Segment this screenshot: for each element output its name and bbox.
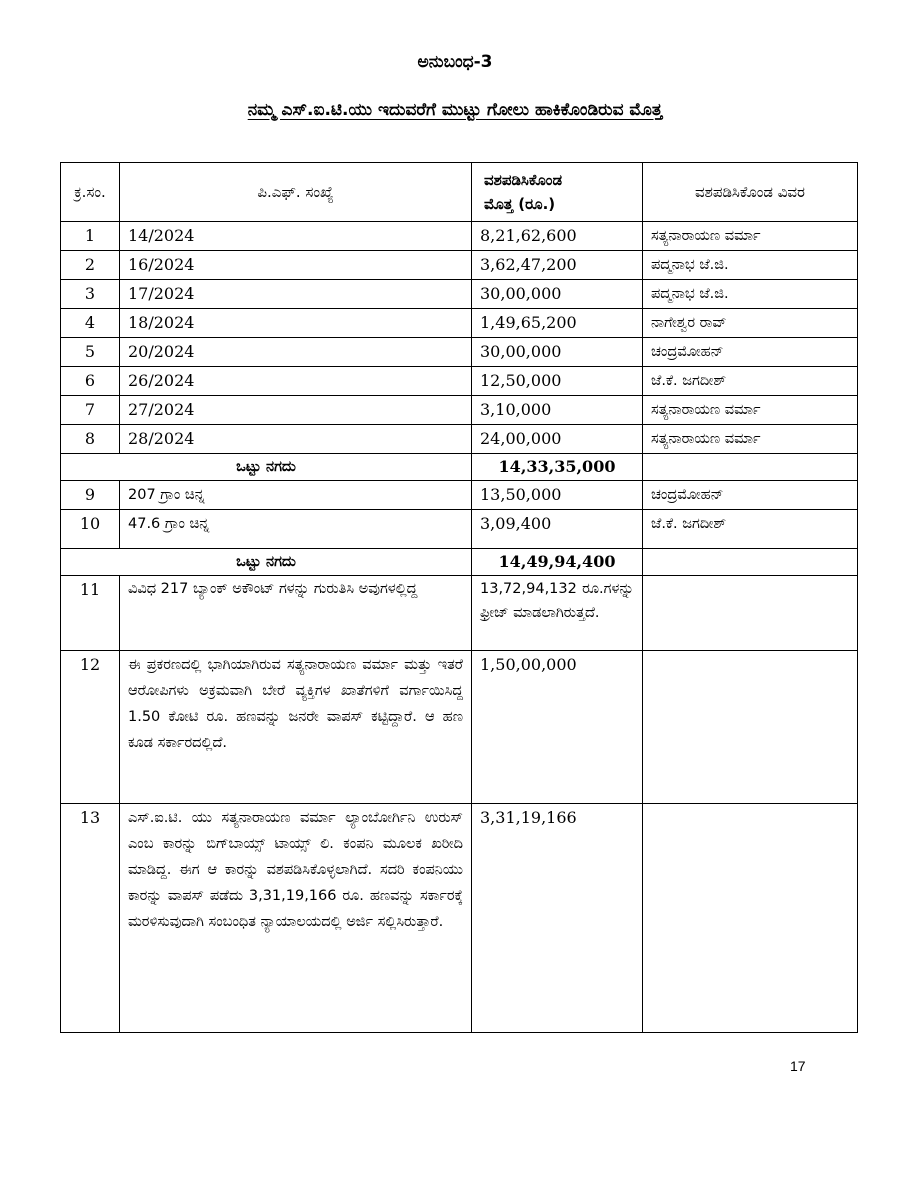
cell-serial: 3 [61, 280, 120, 309]
cell-serial: 5 [61, 338, 120, 367]
table-row [61, 222, 858, 251]
cell-seized-from: ನಾಗೇಶ್ವರ ರಾವ್ [643, 309, 858, 338]
cell-serial: 2 [61, 251, 120, 280]
cell-amount: 24,00,000 [472, 425, 643, 454]
col-header-amount-line2: ಮೊತ್ತ (ರೂ.) [484, 195, 556, 213]
cell-amount: 30,00,000 [472, 338, 643, 367]
table-row [61, 576, 858, 651]
total-cash-empty-cell [643, 549, 858, 576]
cell-fir-no: 17/2024 [120, 280, 472, 309]
cell-fir-no: 207 ಗ್ರಾಂ ಚಿನ್ನ [120, 481, 472, 510]
cell-serial: 7 [61, 396, 120, 425]
table-row [61, 338, 858, 367]
page-title [0, 100, 910, 120]
table-row [61, 367, 858, 396]
cell-seized-from: ಪದ್ಮನಾಭ ಜೆ.ಜಿ. [643, 251, 858, 280]
col-header-fir-no: ಪಿ.ಎಫ್. ಸಂಖ್ಯೆ [120, 163, 472, 222]
col-header-details: ವಶಪಡಿಸಿಕೊಂಡ ವಿವರ [643, 163, 858, 222]
table-row [61, 280, 858, 309]
total-cash-row [61, 549, 858, 576]
cell-amount: 3,31,19,166 [472, 804, 643, 1033]
cell-description: ಈ ಪ್ರಕರಣದಲ್ಲಿ ಭಾಗಿಯಾಗಿರುವ ಸತ್ಯನಾರಾಯಣ ವರ್ಮಾ ಮತ್ತು ಇತರೆ ಆರೋಪಿಗಳು ಅಕ್ರಮವಾಗಿ ಬೇರೆ ವ್ಯಕ್ತಿಗಳ ಖಾತೆಗಳಿಗೆ ವರ್ಗಾಯಿಸಿದ್ದ 1.50 ಕೋಟಿ ರೂ. ಹಣವನ್ನು ಜನರೇ ವಾಪಸ್ ಕಟ್ಟಿದ್ದಾರೆ. ಆ ಹಣ ಕೂಡ ಸರ್ಕಾರದಲ್ಲಿದೆ. [120, 651, 472, 804]
cell-serial: 13 [61, 804, 120, 1033]
cell-fir-no: 20/2024 [120, 338, 472, 367]
cell-amount: 8,21,62,600 [472, 222, 643, 251]
table-row [61, 804, 858, 1033]
cell-seized-from: ಸತ್ಯನಾರಾಯಣ ವರ್ಮಾ [643, 425, 858, 454]
cell-serial: 6 [61, 367, 120, 396]
total-cash-label: ಒಟ್ಟು ನಗದು [61, 549, 472, 576]
cell-fir-no: 18/2024 [120, 309, 472, 338]
cell-fir-no: 47.6 ಗ್ರಾಂ ಚಿನ್ನ [120, 510, 472, 549]
table-row [61, 396, 858, 425]
col-header-amount [472, 163, 643, 222]
cell-seized-from: ಚಂದ್ರಮೋಹನ್ [643, 338, 858, 367]
cell-fir-no: 26/2024 [120, 367, 472, 396]
cell-amount: 13,72,94,132 ರೂ.ಗಳನ್ನು ಫ್ರೀಜ್ ಮಾಡಲಾಗಿರುತ್ತದೆ. [472, 576, 643, 651]
cell-serial: 12 [61, 651, 120, 804]
total-cash-row [61, 454, 858, 481]
cell-amount: 30,00,000 [472, 280, 643, 309]
annex-title: ಅನುಬಂಧ-3 [417, 52, 493, 72]
cell-serial: 8 [61, 425, 120, 454]
cell-seized-from: ಜೆ.ಕೆ. ಜಗದೀಶ್ [643, 367, 858, 396]
cell-amount: 3,09,400 [472, 510, 643, 549]
total-cash-amount: 14,33,35,000 [472, 454, 643, 481]
cell-amount: 3,10,000 [472, 396, 643, 425]
page-number: 17 [790, 1058, 806, 1074]
cell-seized-from: ಚಂದ್ರಮೋಹನ್ [643, 481, 858, 510]
cell-serial: 4 [61, 309, 120, 338]
cell-seized-from: ಪದ್ಮನಾಭ ಜೆ.ಜಿ. [643, 280, 858, 309]
table-row [61, 510, 858, 549]
table-row [61, 481, 858, 510]
page-title-text: ನಮ್ಮ ಎಸ್.ಐ.ಟಿ.ಯು ಇದುವರೆಗೆ ಮುಟ್ಟು ಗೋಲು ಹಾಕಿಕೊಂಡಿರುವ ಮೊತ್ತ [247, 100, 663, 120]
cell-serial: 1 [61, 222, 120, 251]
cell-seized-from: ಜೆ.ಕೆ. ಜಗದೀಶ್ [643, 510, 858, 549]
table-row [61, 651, 858, 804]
cell-fir-no: 27/2024 [120, 396, 472, 425]
cell-empty [643, 804, 858, 1033]
seizure-table [60, 162, 858, 1033]
total-cash-empty-cell [643, 454, 858, 481]
cell-fir-no: 28/2024 [120, 425, 472, 454]
table-header-row [61, 163, 858, 222]
cell-seized-from: ಸತ್ಯನಾರಾಯಣ ವರ್ಮಾ [643, 222, 858, 251]
cell-serial: 9 [61, 481, 120, 510]
cell-empty [643, 651, 858, 804]
cell-fir-no: 16/2024 [120, 251, 472, 280]
cell-empty [643, 576, 858, 651]
cell-seized-from: ಸತ್ಯನಾರಾಯಣ ವರ್ಮಾ [643, 396, 858, 425]
col-header-amount-line1: ವಶಪಡಿಸಿಕೊಂಡ [484, 171, 563, 189]
cell-amount: 3,62,47,200 [472, 251, 643, 280]
cell-serial: 10 [61, 510, 120, 549]
cell-serial: 11 [61, 576, 120, 651]
table-row [61, 309, 858, 338]
cell-fir-no: 14/2024 [120, 222, 472, 251]
total-cash-label: ಒಟ್ಟು ನಗದು [61, 454, 472, 481]
cell-amount: 13,50,000 [472, 481, 643, 510]
cell-description: ವಿವಿಧ 217 ಬ್ಯಾಂಕ್ ಅಕೌಂಟ್ ಗಳನ್ನು ಗುರುತಿಸಿ ಅವುಗಳಲ್ಲಿದ್ದ [120, 576, 472, 651]
col-header-serial: ಕ್ರ.ಸಂ. [61, 163, 120, 222]
cell-amount: 1,50,00,000 [472, 651, 643, 804]
cell-amount: 12,50,000 [472, 367, 643, 396]
total-cash-amount: 14,49,94,400 [472, 549, 643, 576]
table-row [61, 251, 858, 280]
table-row [61, 425, 858, 454]
cell-description: ಎಸ್.ಐ.ಟಿ. ಯು ಸತ್ಯನಾರಾಯಣ ವರ್ಮಾ ಲ್ಯಾಂಬೋರ್ಗಿನಿ ಉರುಸ್ ಎಂಬ ಕಾರನ್ನು ಬಿಗ್‌ಬಾಯ್ಸ್ ಟಾಯ್ಸ್ ಲಿ. ಕಂಪನಿ ಮೂಲಕ ಖರೀದಿ ಮಾಡಿದ್ದ. ಈಗ ಆ ಕಾರನ್ನು ವಶಪಡಿಸಿಕೊಳ್ಳಲಾಗಿದೆ. ಸದರಿ ಕಂಪನಿಯು ಕಾರನ್ನು ವಾಪಸ್ ಪಡೆದು 3,31,19,166 ರೂ. ಹಣವನ್ನು ಸರ್ಕಾರಕ್ಕೆ ಮರಳಿಸುವುದಾಗಿ ಸಂಬಂಧಿತ ನ್ಯಾಯಾಲಯದಲ್ಲಿ ಅರ್ಜಿ ಸಲ್ಲಿಸಿರುತ್ತಾರೆ. [120, 804, 472, 1033]
cell-amount: 1,49,65,200 [472, 309, 643, 338]
